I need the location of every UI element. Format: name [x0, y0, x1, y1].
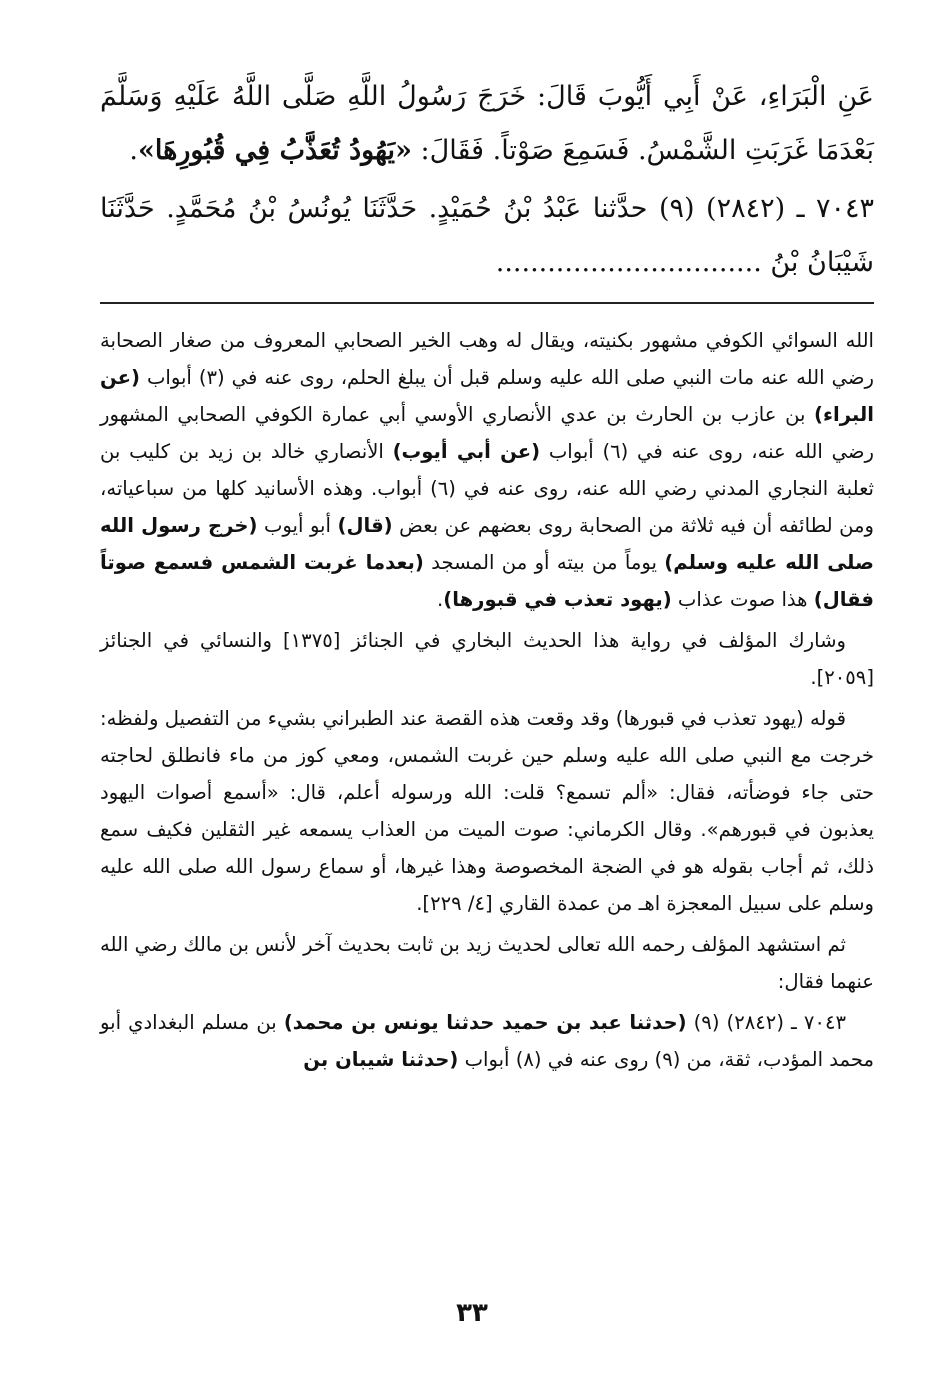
note-bold: (حدثنا شيبان بن [303, 1048, 459, 1071]
matn-text: عَنِ الْبَرَاءِ، عَنْ أَبِي أَيُّوبَ قَالَ: خَرَجَ رَسُولُ اللَّهِ صَلَّى اللَّهُ عَلَيْهِ وَسَلَّمَ بَعْدَمَا غَرَبَتِ الشَّمْسُ. فَسَمِعَ صَوْتاً. فَقَالَ: [100, 81, 874, 166]
note-text: أبو أيوب [257, 514, 338, 537]
note-text: بن مسلم البغدادي أبو محمد المؤدب، ثقة، من (٩) روى عنه في (٨) أبواب [100, 1011, 874, 1071]
matn-end: . [129, 135, 139, 166]
note-text: . [437, 588, 444, 611]
note-text: الأنصاري خالد بن زيد بن كليب بن ثعلبة النجاري المدني رضي الله عنه، روى عنه في (٦) أبواب. وهذه الأسانيد كلها من سباعياته، ومن لطائفه أن فيه ثلاثة من الصحابة روى بعضهم عن بعض [100, 440, 875, 537]
note-bold: (بعدما غربت الشمس فسمع صوتاً فقال) [100, 551, 874, 611]
note-paragraph-4: ثم استشهد المؤلف رحمه الله تعالى لحديث زيد بن ثابت بحديث آخر لأنس بن مالك رضي الله عنهما فقال: [100, 933, 874, 993]
matn-quote: «يَهُودُ تُعَذَّبُ فِي قُبُورِهَا» [138, 135, 412, 166]
note-bold: (عن أبي أيوب) [392, 440, 541, 463]
note-text: ٧٠٤٣ ـ (٢٨٤٢) (٩) [686, 1011, 846, 1034]
note-paragraph-3: قوله (يهود تعذب في قبورها) وقد وقعت هذه القصة عند الطبراني بشيء من التفصيل ولفظه: خرجت مع النبي صلى الله عليه وسلم حين غربت الشمس، ومعي كوز من ماء فانطلق لحاجته حتى جاء فوضأته، فقال: «ألم تسمع؟ قلت: الله ورسوله أعلم، قال: «أسمع أصوات اليهود يعذبون في قبورهم». وقال الكرماني: صوت الميت من العذاب يسمعه غير الثقلين فكيف سمع ذلك، ثم أجاب بقوله هو في الضجة المخصوصة وهذا غيرها، أو سماع رسول الله صلى الله عليه وسلم على سبيل المعجزة اهـ من عمدة القاري [٤/ ٢٢٩]. [100, 707, 874, 915]
footnote-separator [100, 302, 874, 304]
hadith-isnad: ٧٠٤٣ ـ (٢٨٤٢) (٩) حدَّثنا عَبْدُ بْنُ حُمَيْدٍ. حَدَّثَنَا يُونُسُ بْنُ مُحَمَّدٍ. حَدَّثَنَا شَيْبَانُ بْنُ ............................... [100, 193, 874, 278]
main-hadith-text [100, 70, 874, 290]
note-text: بن عازب بن الحارث بن عدي الأنصاري الأوسي أبي عمارة الكوفي الصحابي المشهور رضي الله عنه، روى عنه في (٦) أبواب [100, 403, 875, 463]
note-text: الله السوائي الكوفي مشهور بكنيته، ويقال له وهب الخير الصحابي المعروف من صغار الصحابة رضي الله عنه مات النبي صلى الله عليه وسلم قبل أن يبلغ الحلم، روى عنه في (٣) أبواب [100, 329, 874, 389]
note-text: يوماً من بيته أو من المسجد [423, 551, 665, 574]
note-bold: (حدثنا عبد بن حميد حدثنا يونس بن محمد) [283, 1011, 687, 1034]
commentary-notes [100, 322, 874, 1082]
note-paragraph-5 [100, 1004, 874, 1078]
note-bold: (يهود تعذب في قبورها) [443, 588, 672, 611]
note-paragraph-1 [100, 322, 874, 618]
matn-paragraph [100, 70, 874, 178]
note-bold: (عن البراء) [100, 366, 874, 426]
page-number: ٣٣ [456, 1298, 488, 1328]
note-bold: (قال) [337, 514, 393, 537]
note-paragraph-2: وشارك المؤلف في رواية هذا الحديث البخاري في الجنائز [١٣٧٥] والنسائي في الجنائز [٢٠٥٩]. [100, 629, 874, 689]
note-text: هذا صوت عذاب [671, 588, 814, 611]
note-bold: (خرج رسول الله صلى الله عليه وسلم) [100, 514, 874, 574]
